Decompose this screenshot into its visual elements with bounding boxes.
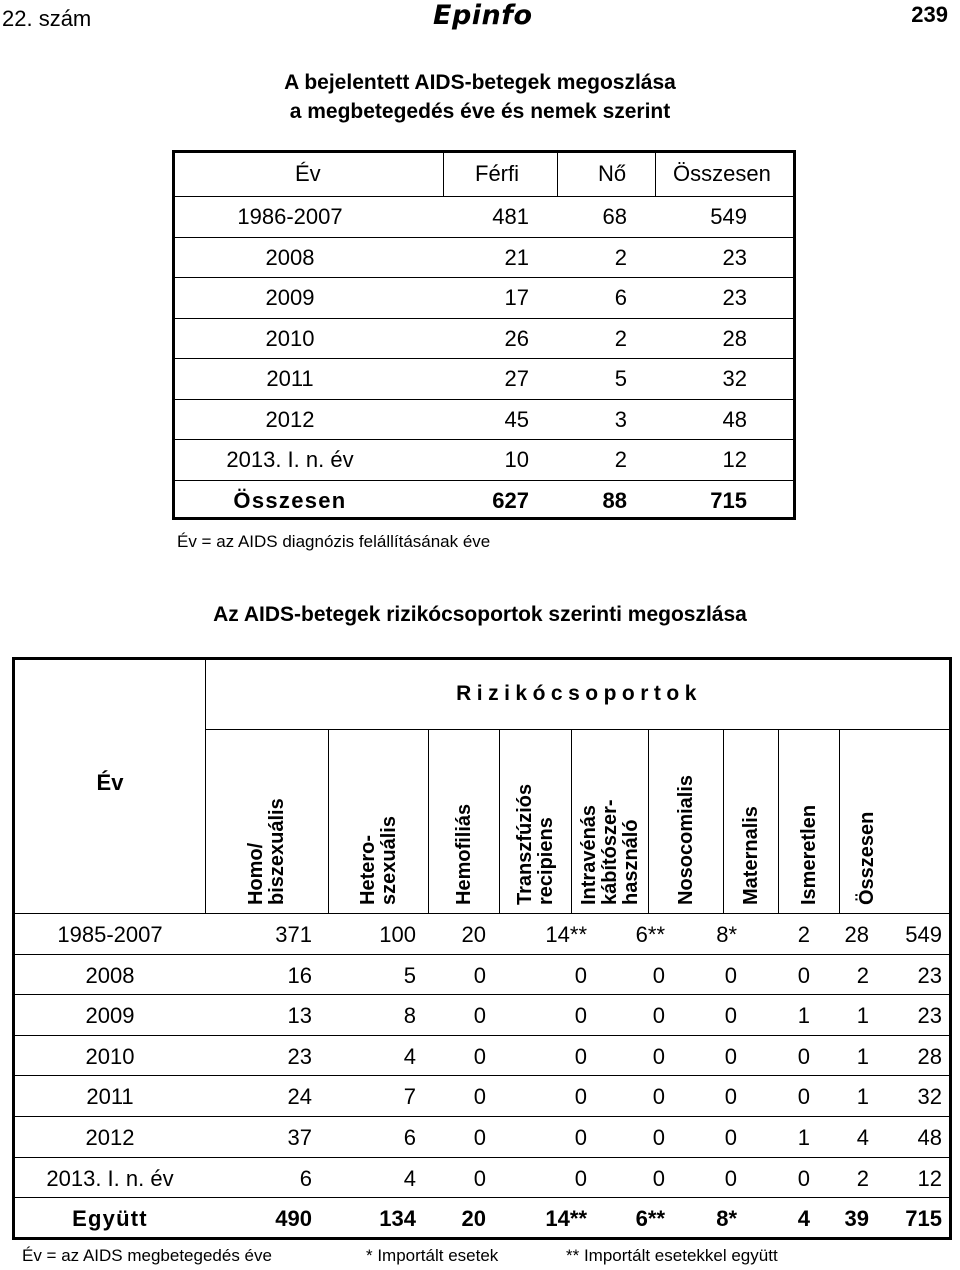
year-cell: 2012	[265, 406, 315, 432]
year-cell: 2013. I. n. év	[226, 447, 354, 472]
value-cell: 0	[652, 1043, 665, 1069]
value-cell: 23	[287, 1043, 312, 1069]
value-cell: 0	[574, 1043, 587, 1069]
year-cell: 2008	[85, 962, 135, 988]
header-divider	[557, 153, 558, 197]
risk-column-label	[676, 775, 697, 905]
value-cell: 0	[652, 1084, 665, 1110]
page-number: 239	[911, 2, 948, 27]
col-header-ev: Év	[295, 161, 321, 186]
table1-header-row	[175, 153, 793, 197]
value-cell: 6**	[635, 1206, 665, 1232]
value-cell: 0	[797, 1084, 810, 1110]
value-cell: 16	[287, 962, 312, 988]
value-cell: 1	[856, 1084, 869, 1110]
risk-column-label	[358, 816, 400, 905]
value-cell: 8*	[716, 922, 737, 947]
value-cell: 0	[652, 1165, 665, 1191]
col-header-ferfi: Férfi	[475, 161, 519, 186]
value-cell: 371	[275, 922, 312, 947]
aids-by-year-sex-table	[172, 150, 796, 520]
total-cell: 23	[722, 285, 747, 310]
risk-column-label-line: kábítószer-	[598, 799, 621, 905]
total-cell: 23	[722, 244, 747, 270]
table1-title-line2: a megbetegedés éve és nemek szerint	[289, 100, 671, 123]
risk-column-label	[515, 784, 557, 905]
value-cell: 0	[473, 962, 486, 988]
risk-column-label-line: Összesen	[856, 811, 878, 905]
value-cell: 0	[724, 962, 737, 988]
value-cell: 23	[917, 962, 942, 988]
risk-column-label-line: Maternalis	[739, 806, 762, 905]
value-cell: 4	[797, 1206, 810, 1232]
footnote-imported-incl: ** Importált esetekkel együtt	[566, 1246, 778, 1265]
value-cell: 14**	[545, 922, 587, 947]
value-cell: 0	[724, 1165, 737, 1191]
value-cell: 6	[403, 1125, 416, 1150]
female-cell: 88	[602, 487, 627, 513]
issue-number: 22. szám	[2, 6, 92, 31]
value-cell: 0	[473, 1125, 486, 1150]
value-cell: 37	[287, 1125, 312, 1150]
value-cell: 2	[856, 1165, 869, 1191]
value-cell: 100	[379, 922, 416, 947]
value-cell: 0	[724, 1125, 737, 1150]
aids-by-risk-group-table	[12, 657, 952, 1240]
value-cell: 1	[797, 1003, 810, 1029]
risk-column-label	[857, 812, 878, 905]
risk-column-header	[205, 730, 328, 913]
value-cell: 0	[574, 1084, 587, 1110]
value-cell: 0	[724, 1084, 737, 1110]
risk-column-label-line: Nosocomialis	[674, 774, 697, 905]
risk-column-label-line: biszexuális	[266, 798, 288, 905]
year-cell: 2011	[266, 366, 314, 391]
risk-column-label	[741, 806, 762, 905]
footnote-imported: * Importált esetek	[366, 1246, 499, 1265]
risk-column-header	[723, 730, 778, 913]
table2-row	[15, 1076, 949, 1117]
value-cell: 0	[724, 1043, 737, 1069]
female-cell: 2	[614, 244, 627, 270]
table2-row	[15, 1036, 949, 1077]
value-cell: 20	[461, 922, 486, 947]
year-cell: 2009	[85, 1003, 135, 1029]
year-cell: 2012	[85, 1125, 135, 1150]
table1-row	[175, 359, 793, 400]
risk-column-label-line: Hetero-	[356, 834, 379, 905]
table2-row	[15, 995, 949, 1036]
value-cell: 6**	[635, 922, 665, 947]
value-cell: 28	[844, 922, 869, 947]
female-cell: 5	[614, 366, 627, 391]
footnote-year: Év = az AIDS megbetegedés éve	[22, 1246, 272, 1265]
male-cell: 45	[504, 406, 529, 432]
value-cell: 134	[379, 1206, 416, 1232]
female-cell: 2	[614, 447, 627, 472]
risk-column-header	[571, 730, 648, 913]
value-cell: 4	[403, 1043, 416, 1069]
header-divider	[443, 153, 444, 197]
value-cell: 2	[856, 962, 869, 988]
value-cell: 0	[574, 1003, 587, 1029]
male-cell: 481	[492, 204, 529, 229]
total-cell: 12	[722, 447, 747, 472]
table1-row	[175, 278, 793, 319]
page-header	[0, 0, 960, 40]
male-cell: 27	[504, 366, 529, 391]
risk-column-label-line: Ismeretlen	[797, 804, 820, 905]
value-cell: 6	[299, 1165, 312, 1191]
col-header-no: Nő	[598, 161, 627, 186]
male-cell: 26	[504, 325, 529, 351]
year-cell: Összesen	[233, 487, 347, 513]
total-cell: 28	[722, 325, 747, 351]
table2-total-row	[15, 1198, 949, 1239]
value-cell: 8*	[716, 1206, 737, 1232]
value-cell: 0	[797, 1043, 810, 1069]
year-cell: 2009	[265, 285, 315, 310]
year-cell: 1986-2007	[237, 204, 343, 229]
table2-row	[15, 1117, 949, 1158]
year-cell: 2010	[85, 1043, 135, 1069]
table2-row	[15, 955, 949, 996]
risk-column-label-line: Transzfúziós	[513, 783, 536, 905]
table1-row	[175, 319, 793, 360]
male-cell: 17	[504, 285, 529, 310]
value-cell: 0	[652, 962, 665, 988]
table1-note: Év = az AIDS diagnózis felállításának éve	[177, 532, 491, 551]
value-cell: 715	[905, 1206, 942, 1232]
table1-row	[175, 400, 793, 441]
risk-column-label-line: Homo/	[245, 842, 267, 905]
risk-groups-label: Rizikócsoportok	[456, 682, 702, 705]
female-cell: 68	[602, 204, 627, 229]
female-cell: 3	[614, 406, 627, 432]
year-cell: 2010	[265, 325, 315, 351]
value-cell: 4	[856, 1125, 869, 1150]
value-cell: 12	[917, 1165, 942, 1191]
male-cell: 627	[492, 487, 529, 513]
risk-column-label-line: szexuális	[377, 816, 400, 905]
risk-column-label	[454, 804, 475, 905]
table2-row	[15, 1158, 949, 1199]
risk-column-label-line: használó	[619, 819, 642, 905]
total-cell: 48	[722, 406, 747, 432]
value-cell: 490	[275, 1206, 312, 1232]
year-cell: 1985-2007	[57, 922, 163, 947]
epinfo-logo: Epinfo	[433, 0, 533, 31]
value-cell: 0	[724, 1003, 737, 1029]
value-cell: 0	[473, 1043, 486, 1069]
value-cell: 0	[797, 1165, 810, 1191]
value-cell: 1	[856, 1003, 869, 1029]
value-cell: 20	[461, 1206, 486, 1232]
risk-column-label	[246, 798, 288, 905]
value-cell: 549	[905, 922, 942, 947]
female-cell: 2	[614, 325, 627, 351]
risk-column-label-line: recipiens	[534, 817, 557, 905]
table1-title-line1: A bejelentett AIDS-betegek megoszlása	[284, 71, 676, 94]
female-cell: 6	[614, 285, 627, 310]
total-cell: 549	[710, 204, 747, 229]
value-cell: 32	[917, 1084, 942, 1110]
value-cell: 1	[856, 1043, 869, 1069]
value-cell: 0	[574, 1165, 587, 1191]
value-cell: 0	[652, 1003, 665, 1029]
value-cell: 0	[473, 1165, 486, 1191]
male-cell: 21	[504, 244, 529, 270]
table1-total-row	[175, 481, 793, 522]
table2-title: Az AIDS-betegek rizikócsoportok szerinti megoszlása	[213, 603, 747, 626]
value-cell: 14**	[545, 1206, 587, 1232]
value-cell: 5	[403, 962, 416, 988]
value-cell: 23	[917, 1003, 942, 1029]
table1-row	[175, 238, 793, 279]
value-cell: 0	[574, 1125, 587, 1150]
risk-column-label	[799, 805, 820, 905]
risk-column-header	[648, 730, 723, 913]
male-cell: 10	[504, 447, 529, 472]
value-cell: 24	[287, 1084, 312, 1110]
risk-column-header	[499, 730, 571, 913]
value-cell: 0	[797, 962, 810, 988]
year-cell: Együtt	[72, 1206, 148, 1232]
header-divider	[655, 153, 656, 197]
year-header: Év	[96, 770, 124, 795]
table1-row	[175, 440, 793, 481]
total-cell: 715	[710, 487, 747, 513]
risk-column-label-line: Intravénás	[577, 804, 600, 905]
risk-column-header	[328, 730, 428, 913]
value-cell: 28	[917, 1043, 942, 1069]
value-cell: 0	[652, 1125, 665, 1150]
year-cell: 2011	[86, 1084, 134, 1110]
risk-groups-header	[205, 660, 952, 730]
year-cell: 2013. I. n. év	[46, 1165, 174, 1191]
value-cell: 7	[403, 1084, 416, 1110]
value-cell: 4	[403, 1165, 416, 1191]
value-cell: 8	[403, 1003, 416, 1029]
year-cell: 2008	[265, 244, 315, 270]
value-cell: 39	[844, 1206, 869, 1232]
value-cell: 2	[797, 922, 810, 947]
risk-column-header	[839, 730, 895, 913]
risk-column-header	[778, 730, 839, 913]
value-cell: 48	[917, 1125, 942, 1150]
table1-row	[175, 197, 793, 238]
total-cell: 32	[722, 366, 747, 391]
value-cell: 0	[473, 1084, 486, 1110]
risk-column-header	[428, 730, 499, 913]
risk-column-label-line: Hemofiliás	[452, 803, 475, 905]
value-cell: 0	[473, 1003, 486, 1029]
value-cell: 0	[574, 962, 587, 988]
table2-row	[15, 914, 949, 955]
col-header-osszesen: Összesen	[673, 161, 771, 186]
value-cell: 1	[797, 1125, 810, 1150]
risk-column-label	[579, 799, 642, 905]
value-cell: 13	[287, 1003, 312, 1029]
